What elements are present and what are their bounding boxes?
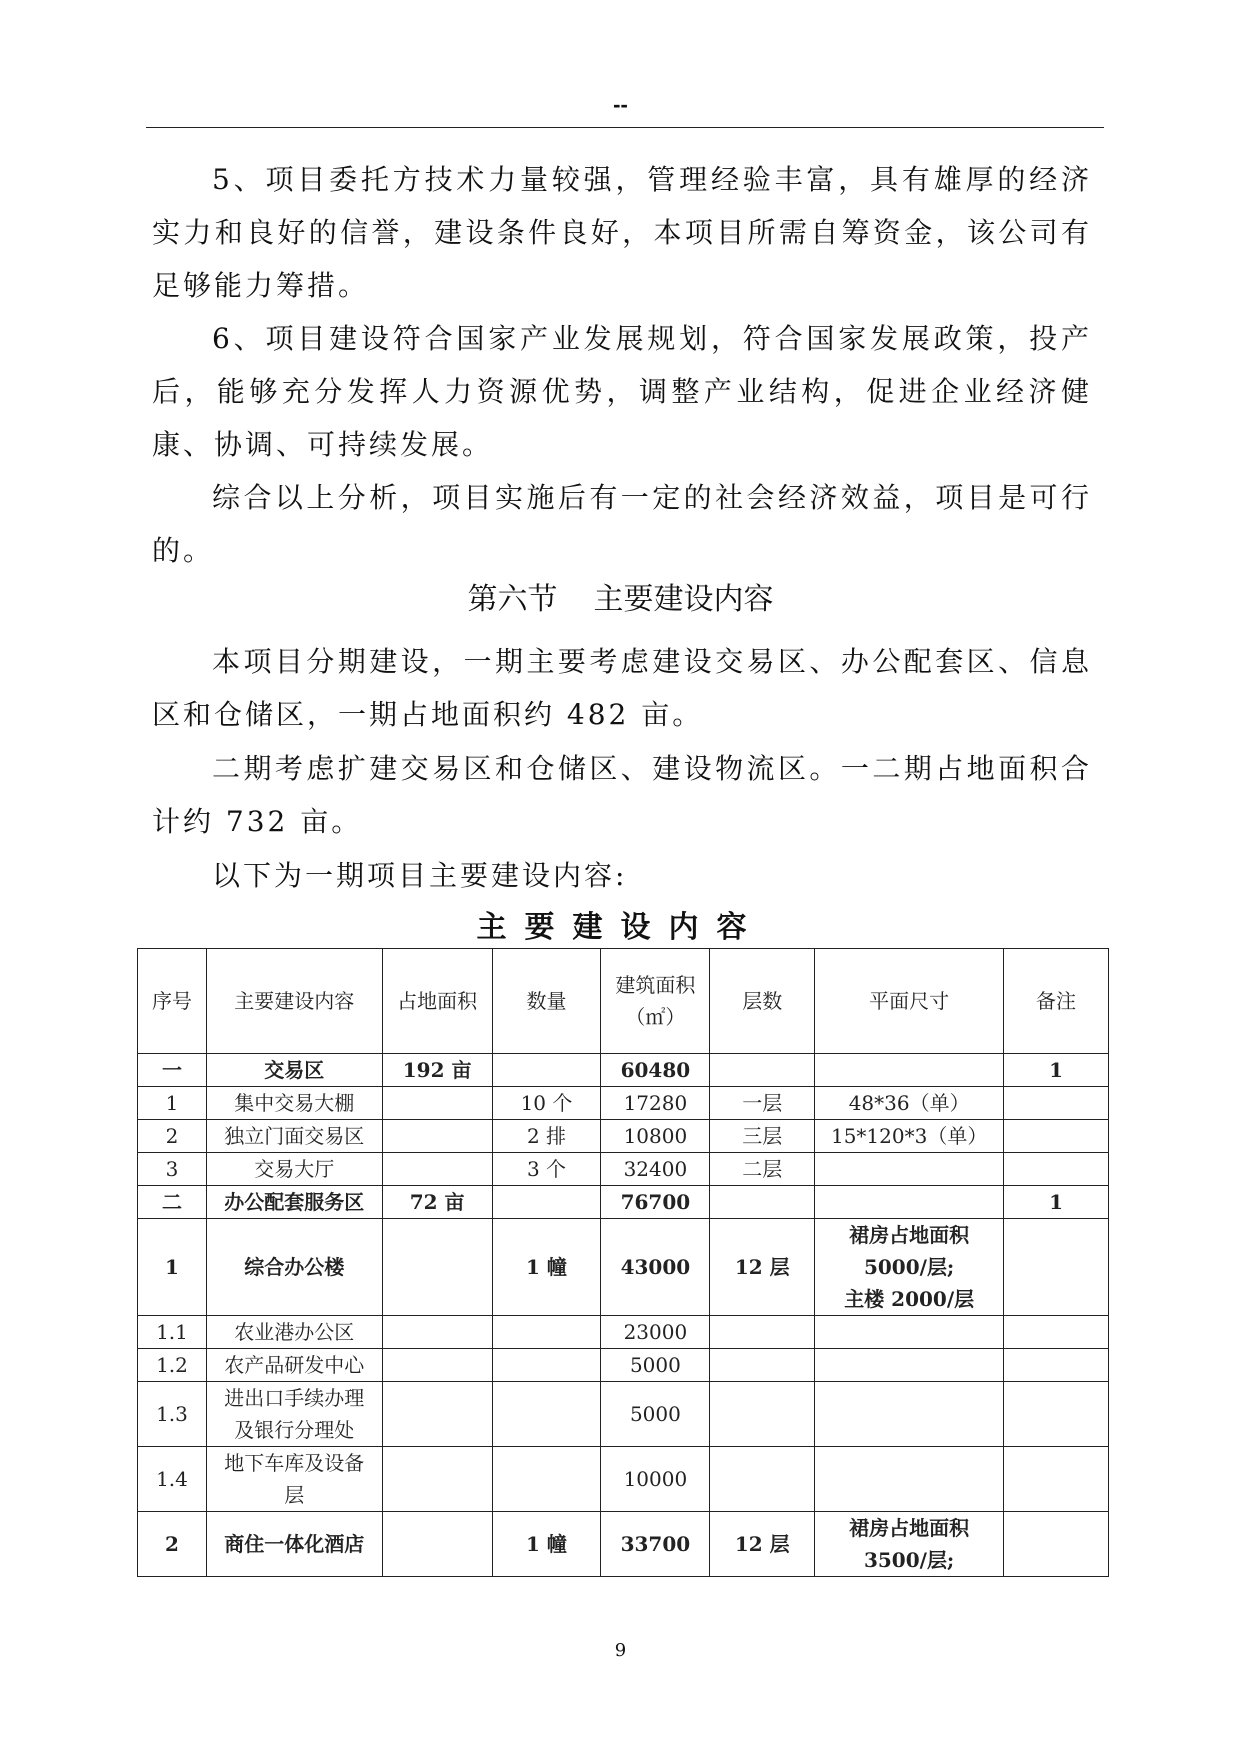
table-cell: 2	[138, 1120, 207, 1153]
table-body	[138, 1054, 1109, 1577]
table-cell: 3 个	[492, 1153, 601, 1186]
table-cell: 60480	[601, 1054, 710, 1087]
table-cell	[382, 1512, 492, 1577]
table-cell	[1004, 1219, 1109, 1316]
table-cell: 12 层	[710, 1512, 815, 1577]
table-cell: 5000	[601, 1349, 710, 1382]
table-cell: 3	[138, 1153, 207, 1186]
paragraph-phase-one: 本项目分期建设，一期主要考虑建设交易区、办公配套区、信息区和仓储区，一期占地面积约 482 亩。	[152, 645, 1092, 731]
table-cell: 10800	[601, 1120, 710, 1153]
table-row	[138, 1087, 1109, 1120]
table-header-cell: 建筑面积 （㎡）	[601, 949, 710, 1054]
table-cell	[492, 1447, 601, 1512]
table-cell: 交易区	[206, 1054, 382, 1087]
table-cell: 1.4	[138, 1447, 207, 1512]
table-cell: 交易大厅	[206, 1153, 382, 1186]
table-cell: 1	[1004, 1186, 1109, 1219]
table-cell: 一层	[710, 1087, 815, 1120]
table-cell: 17280	[601, 1087, 710, 1120]
table-cell: 一	[138, 1054, 207, 1087]
paragraph-summary: 综合以上分析，项目实施后有一定的社会经济效益，项目是可行的。	[152, 481, 1092, 567]
table-header-cell: 主要建设内容	[206, 949, 382, 1054]
table-cell: 三层	[710, 1120, 815, 1153]
section-heading	[0, 574, 1241, 618]
table-cell: 独立门面交易区	[206, 1120, 382, 1153]
table-cell: 进出口手续办理 及银行分理处	[206, 1382, 382, 1447]
page-number: 9	[614, 1640, 627, 1661]
table-cell: 23000	[601, 1316, 710, 1349]
table-cell	[382, 1153, 492, 1186]
table-cell: 1	[1004, 1054, 1109, 1087]
table-cell	[815, 1447, 1004, 1512]
table-cell	[382, 1382, 492, 1447]
table-row	[138, 1447, 1109, 1512]
table-cell: 裙房占地面积 5000/层; 主楼 2000/层	[815, 1219, 1004, 1316]
table-cell: 1	[138, 1219, 207, 1316]
table-cell: 综合办公楼	[206, 1219, 382, 1316]
table-cell	[382, 1120, 492, 1153]
table-cell: 裙房占地面积 3500/层;	[815, 1512, 1004, 1577]
table-cell: 办公配套服务区	[206, 1186, 382, 1219]
table-cell	[710, 1054, 815, 1087]
table-cell	[382, 1447, 492, 1512]
paragraph-6: 6、项目建设符合国家产业发展规划，符合国家发展政策，投产后，能够充分发挥人力资源优势，调整产业结构，促进企业经济健康、协调、可持续发展。	[152, 322, 1092, 461]
table-cell	[382, 1087, 492, 1120]
table-cell: 12 层	[710, 1219, 815, 1316]
table-cell	[815, 1316, 1004, 1349]
table-cell	[815, 1153, 1004, 1186]
table-cell	[1004, 1153, 1109, 1186]
table-cell	[492, 1186, 601, 1219]
table-cell: 集中交易大棚	[206, 1087, 382, 1120]
section-number: 第六节	[467, 582, 558, 617]
table-cell: 1.1	[138, 1316, 207, 1349]
table-cell	[710, 1316, 815, 1349]
table-cell: 2 排	[492, 1120, 601, 1153]
table-row	[138, 1219, 1109, 1316]
table-cell	[710, 1382, 815, 1447]
table-cell: 43000	[601, 1219, 710, 1316]
table-cell	[382, 1349, 492, 1382]
table-cell: 商住一体化酒店	[206, 1512, 382, 1577]
table-row	[138, 1512, 1109, 1577]
table-cell	[1004, 1120, 1109, 1153]
table-header-cell: 层数	[710, 949, 815, 1054]
table-header-cell: 序号	[138, 949, 207, 1054]
table-cell: 1 幢	[492, 1219, 601, 1316]
section-title: 主要建设内容	[593, 582, 774, 617]
table-row	[138, 1120, 1109, 1153]
table-cell: 地下车库及设备 层	[206, 1447, 382, 1512]
table-cell	[492, 1349, 601, 1382]
table-cell: 农业港办公区	[206, 1316, 382, 1349]
table-cell	[1004, 1382, 1109, 1447]
table-cell: 72 亩	[382, 1186, 492, 1219]
table-cell	[492, 1316, 601, 1349]
table-cell	[710, 1186, 815, 1219]
table-row	[138, 1382, 1109, 1447]
table-cell: 二层	[710, 1153, 815, 1186]
table-cell: 1	[138, 1087, 207, 1120]
table-cell	[815, 1054, 1004, 1087]
table-cell	[815, 1186, 1004, 1219]
table-header-cell: 平面尺寸	[815, 949, 1004, 1054]
table-cell	[710, 1349, 815, 1382]
paragraph-phase-two: 二期考虑扩建交易区和仓储区、建设物流区。一二期占地面积合计约 732 亩。	[152, 752, 1092, 838]
table-cell: 48*36（单）	[815, 1087, 1004, 1120]
table-cell: 5000	[601, 1382, 710, 1447]
table-cell: 33700	[601, 1512, 710, 1577]
construction-table	[137, 948, 1109, 1577]
table-cell	[1004, 1087, 1109, 1120]
table-cell	[815, 1382, 1004, 1447]
paragraph-5: 5、项目委托方技术力量较强，管理经验丰富，具有雄厚的经济实力和良好的信誉，建设条件良好，本项目所需自筹资金，该公司有足够能力筹措。	[152, 163, 1092, 302]
table-row	[138, 1054, 1109, 1087]
table-cell	[815, 1349, 1004, 1382]
table-cell	[382, 1316, 492, 1349]
table-cell: 15*120*3（单）	[815, 1120, 1004, 1153]
table-cell: 76700	[601, 1186, 710, 1219]
table-cell: 192 亩	[382, 1054, 492, 1087]
table-row	[138, 1316, 1109, 1349]
table-header-cell: 数量	[492, 949, 601, 1054]
table-title: 主要建设内容	[476, 910, 765, 945]
table-cell	[1004, 1316, 1109, 1349]
table-cell	[1004, 1349, 1109, 1382]
table-cell	[382, 1219, 492, 1316]
table-cell	[1004, 1447, 1109, 1512]
table-cell: 1 幢	[492, 1512, 601, 1577]
table-cell: 32400	[601, 1153, 710, 1186]
table-cell	[492, 1054, 601, 1087]
table-row	[138, 1153, 1109, 1186]
table-header-row	[138, 949, 1109, 1054]
table-cell: 10000	[601, 1447, 710, 1512]
table-header-cell: 备注	[1004, 949, 1109, 1054]
table-cell	[710, 1447, 815, 1512]
paragraph-table-intro: 以下为一期项目主要建设内容:	[212, 859, 628, 892]
table-cell: 1.3	[138, 1382, 207, 1447]
table-cell	[492, 1382, 601, 1447]
table-cell: 农产品研发中心	[206, 1349, 382, 1382]
table-row	[138, 1186, 1109, 1219]
table-cell: 1.2	[138, 1349, 207, 1382]
table-header-cell: 占地面积	[382, 949, 492, 1054]
table-cell: 二	[138, 1186, 207, 1219]
header-mark: --	[613, 92, 628, 117]
header-rule	[146, 127, 1104, 128]
table-row	[138, 1349, 1109, 1382]
table-cell: 2	[138, 1512, 207, 1577]
table-cell: 10 个	[492, 1087, 601, 1120]
table-cell	[1004, 1512, 1109, 1577]
